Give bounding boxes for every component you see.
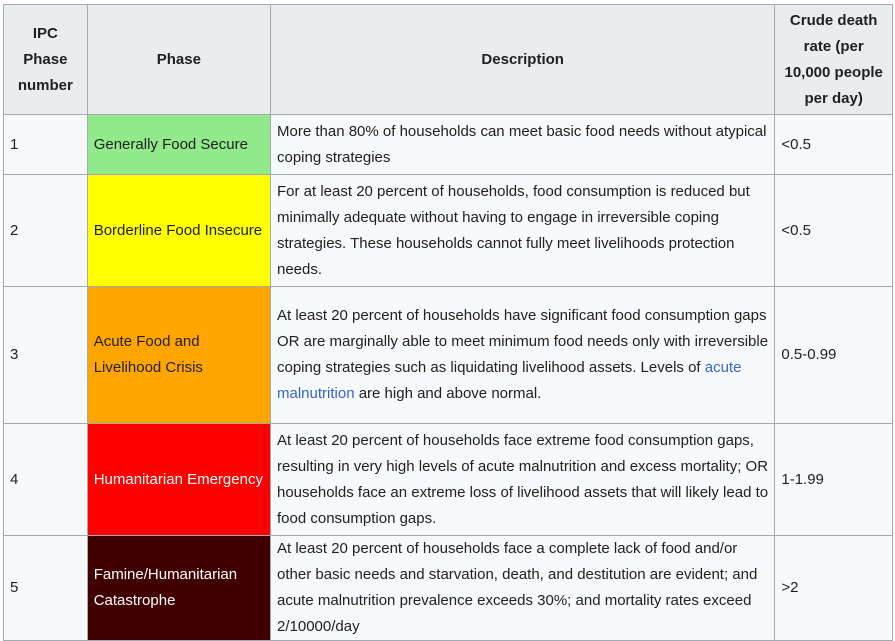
death-rate-cell: >2 xyxy=(775,536,893,641)
phase-name-cell: Famine/Humanitarian Catastrophe xyxy=(87,536,270,641)
phase-name-cell: Borderline Food Insecure xyxy=(87,175,270,287)
description-cell: For at least 20 percent of households, food consumption is reduced but minimally adequate without having to engage in irreversible coping strategies. These households cannot fully meet livelihoods protection needs. xyxy=(271,175,775,287)
description-cell xyxy=(271,287,775,424)
phase-name-cell: Acute Food and Livelihood Crisis xyxy=(87,287,270,424)
phase-number-cell: 4 xyxy=(4,424,88,536)
description-cell: At least 20 percent of households face a complete lack of food and/or other basic needs and starvation, death, and destitution are evident; and acute malnutrition prevalence exceeds 30%; and mortality rates exceed 2/10000/day xyxy=(271,536,775,641)
header-phase-number: IPC Phase number xyxy=(4,5,88,115)
header-phase: Phase xyxy=(87,5,270,115)
death-rate-cell: 1-1.99 xyxy=(775,424,893,536)
table-row xyxy=(4,115,893,175)
phase-name-cell: Generally Food Secure xyxy=(87,115,270,175)
table-row xyxy=(4,536,893,641)
acute-malnutrition-link[interactable]: acute malnutrition xyxy=(277,359,742,402)
description-cell: At least 20 percent of households face extreme food consumption gaps, resulting in very high levels of acute malnutrition and excess mortality; OR households face an extreme loss of livelihood assets that will likely lead to food consumption gaps. xyxy=(271,424,775,536)
header-description: Description xyxy=(271,5,775,115)
table-row xyxy=(4,287,893,424)
table-row xyxy=(4,424,893,536)
phase-name-cell: Humanitarian Emergency xyxy=(87,424,270,536)
phase-number-cell: 1 xyxy=(4,115,88,175)
death-rate-cell: <0.5 xyxy=(775,115,893,175)
death-rate-cell: 0.5-0.99 xyxy=(775,287,893,424)
description-text-after: are high and above normal. xyxy=(354,385,542,402)
description-text-before: At least 20 percent of households have significant food consumption gaps OR are marginally able to meet minimum food needs only with irreversible coping strategies such as liquidating livelihood assets. Levels of xyxy=(277,307,769,376)
table-header-row xyxy=(4,5,893,115)
header-death-rate: Crude death rate (per 10,000 people per day) xyxy=(775,5,893,115)
phase-number-cell: 2 xyxy=(4,175,88,287)
description-cell: More than 80% of households can meet basic food needs without atypical coping strategies xyxy=(271,115,775,175)
table-row xyxy=(4,175,893,287)
phase-number-cell: 5 xyxy=(4,536,88,641)
death-rate-cell: <0.5 xyxy=(775,175,893,287)
ipc-phase-table xyxy=(3,4,893,641)
phase-number-cell: 3 xyxy=(4,287,88,424)
